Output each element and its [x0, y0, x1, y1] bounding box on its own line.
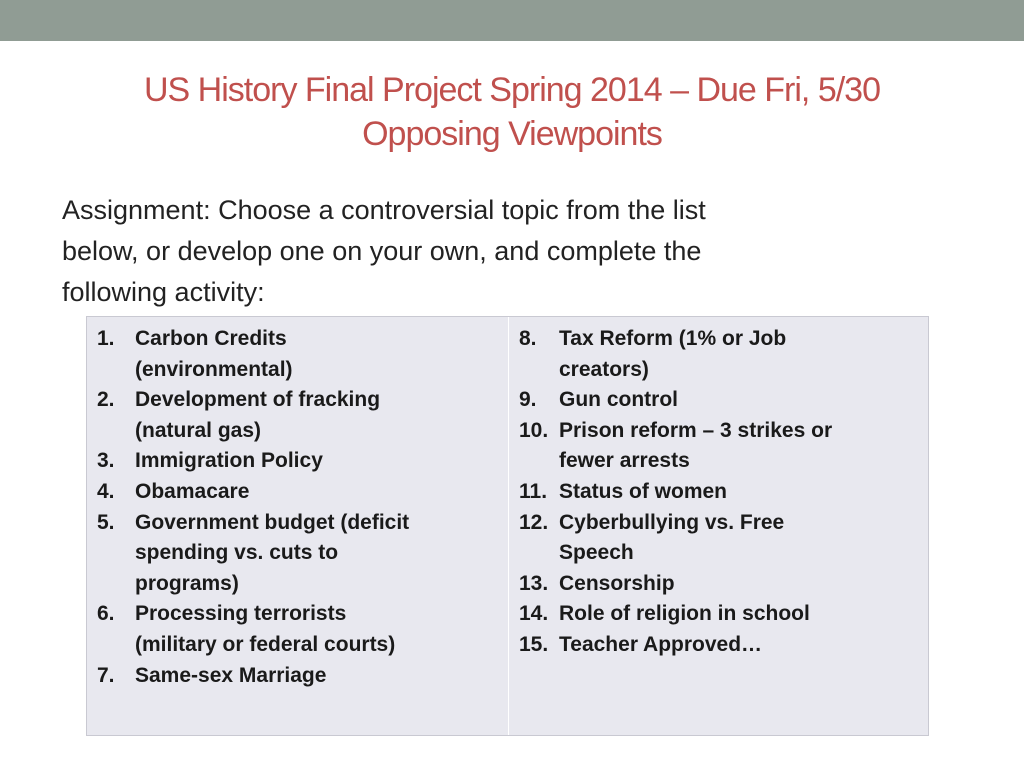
topic-text — [559, 385, 924, 416]
topic-text — [559, 416, 924, 477]
topic-item — [97, 324, 497, 385]
topics-left-column — [97, 324, 497, 691]
topics-table — [86, 316, 929, 736]
topic-number: 3. — [97, 449, 115, 473]
topic-text — [559, 324, 924, 385]
topic-text-line: Role of religion in school — [559, 602, 810, 626]
topics-right-column — [519, 324, 924, 661]
topic-text-line: Gun control — [559, 388, 678, 412]
topic-item — [97, 477, 497, 508]
topic-text — [135, 599, 497, 660]
topic-text-line: Tax Reform (1% or Job — [559, 327, 787, 350]
topic-text-line: spending vs. cuts to — [135, 541, 339, 565]
topic-text-line: Processing terrorists — [135, 602, 347, 626]
topic-text-line: Teacher Approved… — [559, 632, 763, 656]
topic-item — [519, 324, 924, 385]
topic-number: 15. — [519, 632, 549, 656]
topic-item — [519, 385, 924, 416]
topic-text — [559, 508, 924, 569]
topic-text-line: (natural gas) — [135, 418, 262, 442]
topic-item — [519, 508, 924, 569]
topic-item — [519, 416, 924, 477]
topic-item — [519, 569, 924, 600]
topic-text — [559, 630, 924, 661]
topic-text — [135, 446, 497, 477]
assignment-line-1: Assignment: Choose a controversial topic from the list — [62, 195, 706, 225]
topic-item — [97, 385, 497, 446]
topic-number: 10. — [519, 418, 549, 442]
topic-text-line: creators) — [559, 357, 649, 381]
topic-item — [97, 661, 497, 692]
slide-title — [40, 68, 984, 156]
topic-number: 8. — [519, 327, 537, 350]
topic-text — [135, 385, 497, 446]
topic-item — [519, 599, 924, 630]
topic-text-line: Cyberbullying vs. Free — [559, 510, 785, 534]
topic-text — [135, 661, 497, 692]
topic-text-line: fewer arrests — [559, 449, 690, 473]
topic-number: 4. — [97, 479, 115, 503]
topic-number: 7. — [97, 663, 115, 687]
topic-item — [97, 446, 497, 477]
topic-number: 13. — [519, 571, 549, 595]
topic-number: 6. — [97, 602, 115, 626]
assignment-text — [62, 190, 942, 313]
title-line-2: Opposing Viewpoints — [362, 115, 662, 153]
topic-text — [559, 477, 924, 508]
topic-text-line: Status of women — [559, 479, 728, 503]
topic-text — [135, 508, 497, 600]
topic-text-line: Carbon Credits — [135, 327, 287, 350]
topic-item — [97, 508, 497, 600]
topic-text-line: (environmental) — [135, 357, 293, 381]
topic-text-line: Same-sex Marriage — [135, 663, 327, 687]
topic-text — [559, 569, 924, 600]
topic-item — [519, 477, 924, 508]
topic-number: 1. — [97, 327, 115, 350]
topic-text — [559, 599, 924, 630]
topic-text — [135, 477, 497, 508]
topic-text-line: Prison reform – 3 strikes or — [559, 418, 833, 442]
topic-text-line: Development of fracking — [135, 388, 381, 412]
topic-number: 2. — [97, 388, 115, 412]
topic-text-line: Obamacare — [135, 479, 250, 503]
topic-text-line: Immigration Policy — [135, 449, 323, 473]
topic-item — [519, 630, 924, 661]
topic-text-line: (military or federal courts) — [135, 632, 396, 656]
topic-number: 12. — [519, 510, 549, 534]
topic-text-line: Censorship — [559, 571, 675, 595]
assignment-line-2: below, or develop one on your own, and complete the — [62, 236, 702, 266]
topic-number: 14. — [519, 602, 549, 626]
title-line-1: US History Final Project Spring 2014 – Due Fri, 5/30 — [143, 71, 880, 109]
topic-text-line: programs) — [135, 571, 239, 595]
topic-text — [135, 324, 497, 385]
assignment-line-3: following activity: — [62, 277, 265, 307]
topic-text-line: Government budget (deficit — [135, 510, 410, 534]
topic-number: 9. — [519, 388, 537, 412]
topic-number: 5. — [97, 510, 115, 534]
column-divider — [508, 317, 509, 735]
topic-text-line: Speech — [559, 541, 634, 565]
top-accent-bar — [0, 0, 1024, 41]
topic-item — [97, 599, 497, 660]
topic-number: 11. — [519, 479, 548, 503]
